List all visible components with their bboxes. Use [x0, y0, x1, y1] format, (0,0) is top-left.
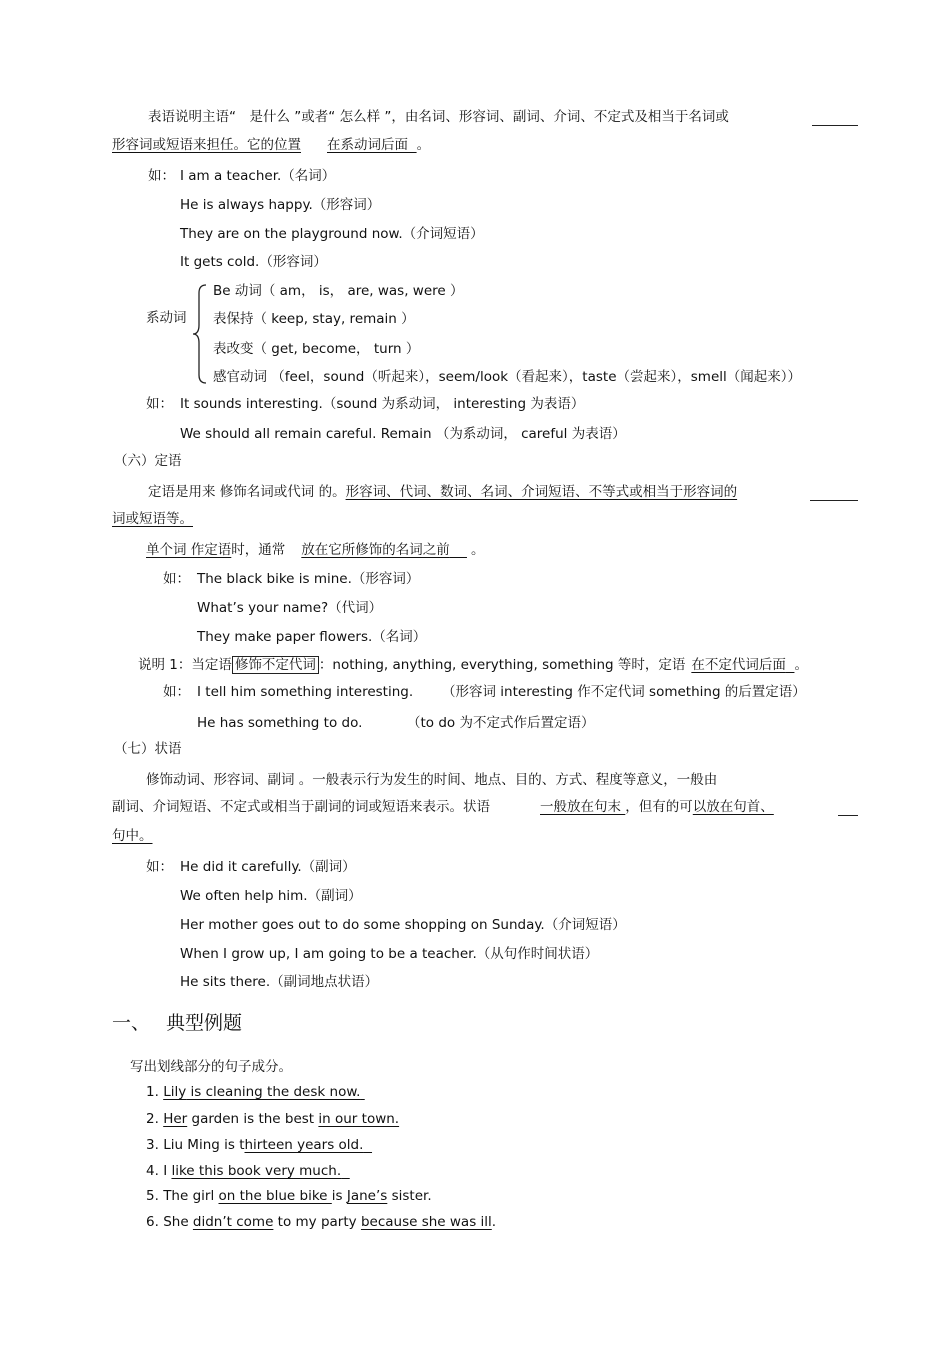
exercise-underlined: because she was ill	[360, 1214, 492, 1230]
period: 。	[794, 657, 808, 673]
note-text: 说明 1：当定语	[138, 657, 232, 673]
exercise-number: 1.	[146, 1084, 159, 1100]
example-sentence: They make paper flowers.（名词）	[197, 629, 427, 645]
example-sentence: He did it carefully.（副词）	[180, 859, 356, 875]
exercise-number: 5.	[146, 1188, 159, 1204]
linking-verb-label: 系动词	[146, 310, 187, 326]
exercise-text: The girl	[163, 1188, 219, 1204]
definition-text: 定语是用来 修饰名词或代词 的。	[148, 484, 346, 500]
example-sentence: I am a teacher.（名词）	[180, 168, 336, 184]
note-answer: 在不定代词后面	[691, 657, 786, 673]
attributive-note	[138, 655, 808, 675]
exercise-text: Liu Ming is t	[163, 1137, 245, 1153]
exercise-underlined: Jane’s	[346, 1188, 388, 1204]
blank-line	[810, 500, 858, 501]
exercise-underlined: is cleaning the desk	[186, 1084, 330, 1100]
adverbial-definition-line3	[112, 826, 153, 846]
example-sentence: We often help him.（副词）	[180, 888, 362, 904]
note-text: ：nothing, anything, everything, something 等时，定语	[318, 657, 686, 673]
predicative-definition-line2	[112, 135, 430, 155]
example-sentence: He has something to do.	[197, 715, 363, 731]
example-sentence: When I grow up, I am going to be a teacher.（从句作时间状语）	[180, 946, 599, 962]
example-note: （形容词 interesting 作不定代词 something 的后置定语）	[442, 684, 806, 700]
example-sentence: I tell him something interesting.	[197, 684, 414, 700]
exercise-underlined: like this book very much.	[171, 1163, 342, 1179]
example-sentence: He is always happy.（形容词）	[180, 197, 381, 213]
definition-underlined: 句中。	[112, 828, 153, 844]
section-heading-adverbial: （七）状语	[114, 741, 182, 757]
example-label: 如：	[163, 571, 190, 587]
predicative-definition-line1: 表语说明主语“ 是什么 ”或者“ 怎么样 ”，由名词、形容词、副词、介词、不定式及相当于名词或	[148, 109, 729, 125]
example-sentence: Her mother goes out to do some shopping on Sunday.（介词短语）	[180, 917, 626, 933]
example-sentence: What’s your name?（代词）	[197, 600, 383, 616]
exercise-item	[146, 1212, 496, 1232]
example-sentence: He sits there.（副词地点状语）	[180, 974, 379, 990]
example-sentence: It sounds interesting.（sound 为系动词， interesting 为表语）	[180, 396, 585, 412]
blank-line	[812, 125, 858, 126]
exercise-item	[146, 1135, 372, 1155]
definition-underlined: 形容词、代词、数词、名词、介词短语、不等式或相当于形容词的	[345, 484, 738, 500]
adverbial-definition-line2	[112, 797, 774, 817]
exercise-underlined: in our town.	[318, 1111, 400, 1127]
example-label: 如：	[163, 684, 190, 700]
example-label: 如：	[146, 859, 173, 875]
example-sentence: We should all remain careful. Remain （为系动词， careful 为表语）	[180, 426, 626, 442]
exercise-text: I	[163, 1163, 172, 1179]
exercise-text: .	[491, 1214, 497, 1230]
linking-verb-item: 表保持（ keep, stay, remain ）	[213, 311, 415, 327]
section-heading-attributive: （六）定语	[114, 453, 182, 469]
section-title: 典型例题	[166, 1012, 243, 1034]
section-number: 一、	[112, 1012, 151, 1034]
exercise-number: 4.	[146, 1163, 159, 1179]
exercise-item	[146, 1161, 350, 1181]
exercise-number: 2.	[146, 1111, 159, 1127]
exercise-underlined: didn’t come	[192, 1214, 274, 1230]
exercise-text: to my party	[273, 1214, 361, 1230]
exercise-text: is	[331, 1188, 347, 1204]
exercise-item	[146, 1186, 432, 1206]
period: 。	[470, 542, 485, 558]
curly-brace-icon	[190, 283, 210, 385]
example-sentence: It gets cold.（形容词）	[180, 254, 327, 270]
position-answer: 一般放在句末	[540, 799, 621, 815]
definition-text: 形容词或短语来担任。它的位置	[112, 137, 301, 153]
exercise-number: 3.	[146, 1137, 159, 1153]
definition-underlined: 词或短语等。	[112, 511, 193, 527]
rule-text: 时，通常	[231, 542, 286, 558]
exercise-underlined: on the blue bike	[218, 1188, 332, 1204]
blank-line	[838, 815, 858, 816]
definition-underlined: 以放在句首、	[692, 799, 774, 815]
exercise-instruction: 写出划线部分的句子成分。	[130, 1059, 292, 1075]
adverbial-definition-line1: 修饰动词、形容词、副词 。一般表示行为发生的时间、地点、目的、方式、程度等意义，一般由	[146, 772, 718, 788]
attributive-definition-line1	[148, 482, 737, 502]
boxed-term: 修饰不定代词	[232, 656, 319, 674]
period: 。	[416, 137, 431, 153]
exercise-text: garden is the best	[187, 1111, 319, 1127]
linking-verb-item: Be 动词（ am， is， are, was, were ）	[213, 283, 464, 299]
definition-text: 副词、介词短语、不定式或相当于副词的词或短语来表示。状语	[112, 799, 490, 815]
exercise-underlined: now.	[329, 1084, 361, 1100]
example-note: （to do 为不定式作后置定语）	[407, 715, 595, 731]
example-sentence: They are on the playground now.（介词短语）	[180, 226, 484, 242]
rule-answer: 放在它所修饰的名词之前	[301, 542, 450, 558]
exercise-item	[146, 1082, 365, 1102]
exercise-underlined: hirteen years old.	[244, 1137, 364, 1153]
exercise-underlined: Lily	[163, 1084, 187, 1100]
linking-verb-item: 表改变（ get, become， turn ）	[213, 341, 420, 357]
rule-underlined: 单个词 作定语	[146, 542, 232, 558]
definition-text: ，但有的可	[625, 799, 693, 815]
example-label: 如：	[146, 396, 173, 412]
exercise-text: sister.	[387, 1188, 432, 1204]
position-answer: 在系动词后面	[327, 137, 408, 153]
exercise-text: She	[163, 1214, 193, 1230]
exercise-item	[146, 1109, 399, 1129]
example-sentence: The black bike is mine.（形容词）	[197, 571, 420, 587]
attributive-rule	[146, 540, 484, 560]
exercise-underlined: Her	[163, 1111, 188, 1127]
attributive-definition-line2	[112, 509, 193, 529]
example-label: 如：	[148, 168, 175, 184]
exercise-number: 6.	[146, 1214, 159, 1230]
linking-verb-item: 感官动词 （feel，sound（听起来），seem/look（看起来），taste（尝起来），smell（闻起来））	[213, 369, 802, 385]
